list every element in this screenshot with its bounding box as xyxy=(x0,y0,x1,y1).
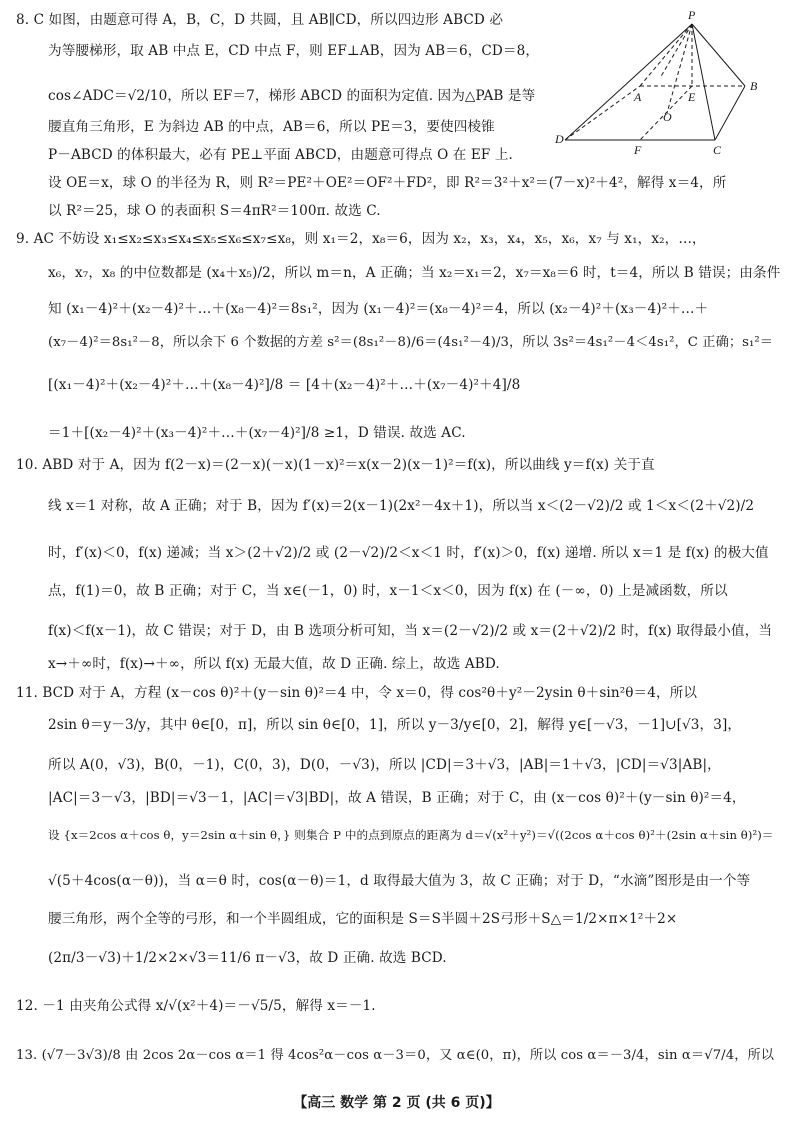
q8-line-3: cos∠ADC＝√2/10，所以 EF＝7，梯形 ABCD 的面积为定值. 因为△PAB 是等 xyxy=(48,88,536,104)
q11-line-5: 设 {x＝2cos α＋cos θ，y＝2sin α＋sin θ，} 则集合 P 中的点到原点的距离为 d＝√(x²＋y²)＝√((2cos α＋cos θ)²＋(2sin α＋sin θ)²)＝ xyxy=(48,828,774,842)
q8-line-6: 设 OE＝x，球 O 的半径为 R，则 R²＝PE²＋OE²＝OF²＋FD²，即 R²＝3²＋x²＝(7－x)²＋4²，解得 x＝4，所 xyxy=(48,175,727,191)
label-C: C xyxy=(713,143,722,157)
q8-line-4: 腰直角三角形，E 为斜边 AB 的中点，AB＝6，所以 PE＝3，要使四棱锥 xyxy=(48,119,495,135)
q9-line-5: [(x₁－4)²＋(x₂－4)²＋…＋(x₈－4)²]/8 ＝ [4＋(x₂－4)²＋…＋(x₇－4)²＋4]/8 xyxy=(48,377,521,393)
label-P: P xyxy=(688,8,696,22)
pyramid-figure xyxy=(555,8,780,158)
label-D: D xyxy=(555,132,564,146)
q11-line-8: (2π/3－√3)＋1/2×2×√3＝11/6 π－√3，故 D 正确. 故选 BCD. xyxy=(48,950,447,966)
q10-line-3: 时，f′(x)＜0，f(x) 递减；当 x＞(2＋√2)/2 或 (2－√2)/2＜x＜1 时，f′(x)＞0，f(x) 递增. 所以 x＝1 是 f(x) 的极大值 xyxy=(48,545,769,561)
q10-line-5: f(x)＜f(x－1)，故 C 错误；对于 D，由 B 选项分析可知，当 x＝(2－√2)/2 或 x＝(2＋√2)/2 时，f(x) 取得最小值，当 xyxy=(48,623,773,639)
q11-line-2: 2sin θ＝y－3/y，其中 θ∈[0，π]，所以 sin θ∈[0，1]，所以 y－3/y∈[0，2]，解得 y∈[－√3，－1]∪[√3，3]， xyxy=(48,717,742,733)
q9-line-3: 知 (x₁－4)²＋(x₂－4)²＋…＋(x₈－4)²＝8s₁²，因为 (x₁－4)²＝(x₈－4)²＝4，所以 (x₂－4)²＋(x₃－4)²＋…＋ xyxy=(48,301,709,317)
q10-line-2: 线 x＝1 对称，故 A 正确；对于 B，因为 f′(x)＝2(x－1)(2x²－4x＋1)，所以当 x＜(2－√2)/2 或 1＜x＜(2＋√2)/2 xyxy=(48,498,755,514)
q11-line-6: √(5＋4cos(α－θ))，当 α＝θ 时，cos(α－θ)＝1，d 取得最大值为 3，故 C 正确；对于 D，“水滴”图形是由一个等 xyxy=(48,873,751,889)
q10-line-6: x→＋∞时，f(x)→＋∞，所以 f(x) 无最大值，故 D 正确. 综上，故选 ABD. xyxy=(48,656,500,672)
q11-line-3: 所以 A(0，√3)，B(0，－1)，C(0，3)，D(0，－√3)，所以 |CD|＝3＋√3，|AB|＝1＋√3，|CD|＝√3|AB|， xyxy=(48,757,721,773)
label-O: O xyxy=(663,110,672,124)
q9-line-6: ＝1＋[(x₂－4)²＋(x₃－4)²＋…＋(x₇－4)²]/8 ≥1，D 错误. 故选 AC. xyxy=(48,425,466,441)
q8-line-5: P－ABCD 的体积最大，必有 PE⊥平面 ABCD，由题意可得点 O 在 EF 上. xyxy=(48,147,513,163)
q10-line-4: 点，f(1)＝0，故 B 正确；对于 C，当 x∈(－1，0) 时，x－1＜x＜0，因为 f(x) 在 (－∞，0) 上是减函数，所以 xyxy=(48,583,728,599)
q9-line-4: (x₇－4)²＝8s₁²－8，所以余下 6 个数据的方差 s²＝(8s₁²－8)/6＝(4s₁²－4)/3，所以 3s²＝4s₁²－4＜4s₁²，C 正确；s₁²＝ xyxy=(48,335,774,350)
q9-line-2: x₆，x₇，x₈ 的中位数都是 (x₄＋x₅)/2，所以 m＝n，A 正确；当 x₂＝x₁＝2，x₇＝x₈＝6 时，t＝4，所以 B 错误；由条件 xyxy=(48,265,781,281)
q11-line-7: 腰三角形，两个全等的弓形，和一个半圆组成，它的面积是 S＝S半圆＋2S弓形＋S△＝1/2×π×1²＋2× xyxy=(48,911,678,927)
label-F: F xyxy=(634,143,642,157)
q9-line-1: 9. AC 不妨设 x₁≤x₂≤x₃≤x₄≤x₅≤x₆≤x₇≤x₈，则 x₁＝2，x₈＝6，因为 x₂，x₃，x₄，x₅，x₆，x₇ 与 x₁，x₂，…， xyxy=(16,231,706,247)
q12-line-1: 12. －1 由夹角公式得 x/√(x²＋4)＝－√5/5，解得 x＝－1. xyxy=(16,998,376,1014)
q8-line-1: 8. C 如图，由题意可得 A，B，C，D 共圆，且 AB∥CD，所以四边形 ABCD 必 xyxy=(16,12,504,28)
q8-line-2: 为等腰梯形，取 AB 中点 E，CD 中点 F，则 EF⊥AB，因为 AB＝6，CD＝8， xyxy=(48,43,540,59)
label-A: A xyxy=(634,90,642,104)
q10-line-1: 10. ABD 对于 A，因为 f(2－x)＝(2－x)(－x)(1－x)²＝x(x－2)(x－1)²＝f(x)，所以曲线 y＝f(x) 关于直 xyxy=(16,457,655,473)
label-E: E xyxy=(688,90,696,104)
q13-line-1: 13. (√7－3√3)/8 由 2cos 2α－cos α＝1 得 4cos²α－cos α－3＝0，又 α∈(0，π)，所以 cos α＝－3/4，sin α＝√7/4，所以 xyxy=(16,1048,775,1063)
q11-line-4: |AC|＝3－√3，|BD|＝√3－1，|AC|＝√3|BD|，故 A 错误，B 正确；对于 C，由 (x－cos θ)²＋(y－sin θ)²＝4， xyxy=(48,790,746,806)
q11-line-1: 11. BCD 对于 A，方程 (x－cos θ)²＋(y－sin θ)²＝4 中，令 x＝0，得 cos²θ＋y²－2ysin θ＋sin²θ＝4，所以 xyxy=(16,685,698,701)
q8-line-7: 以 R²＝25，球 O 的表面积 S＝4πR²＝100π. 故选 C. xyxy=(48,203,381,219)
page-footer: 【高三 数学 第 2 页 (共 6 页)】 xyxy=(293,1095,500,1111)
label-B: B xyxy=(750,79,758,93)
